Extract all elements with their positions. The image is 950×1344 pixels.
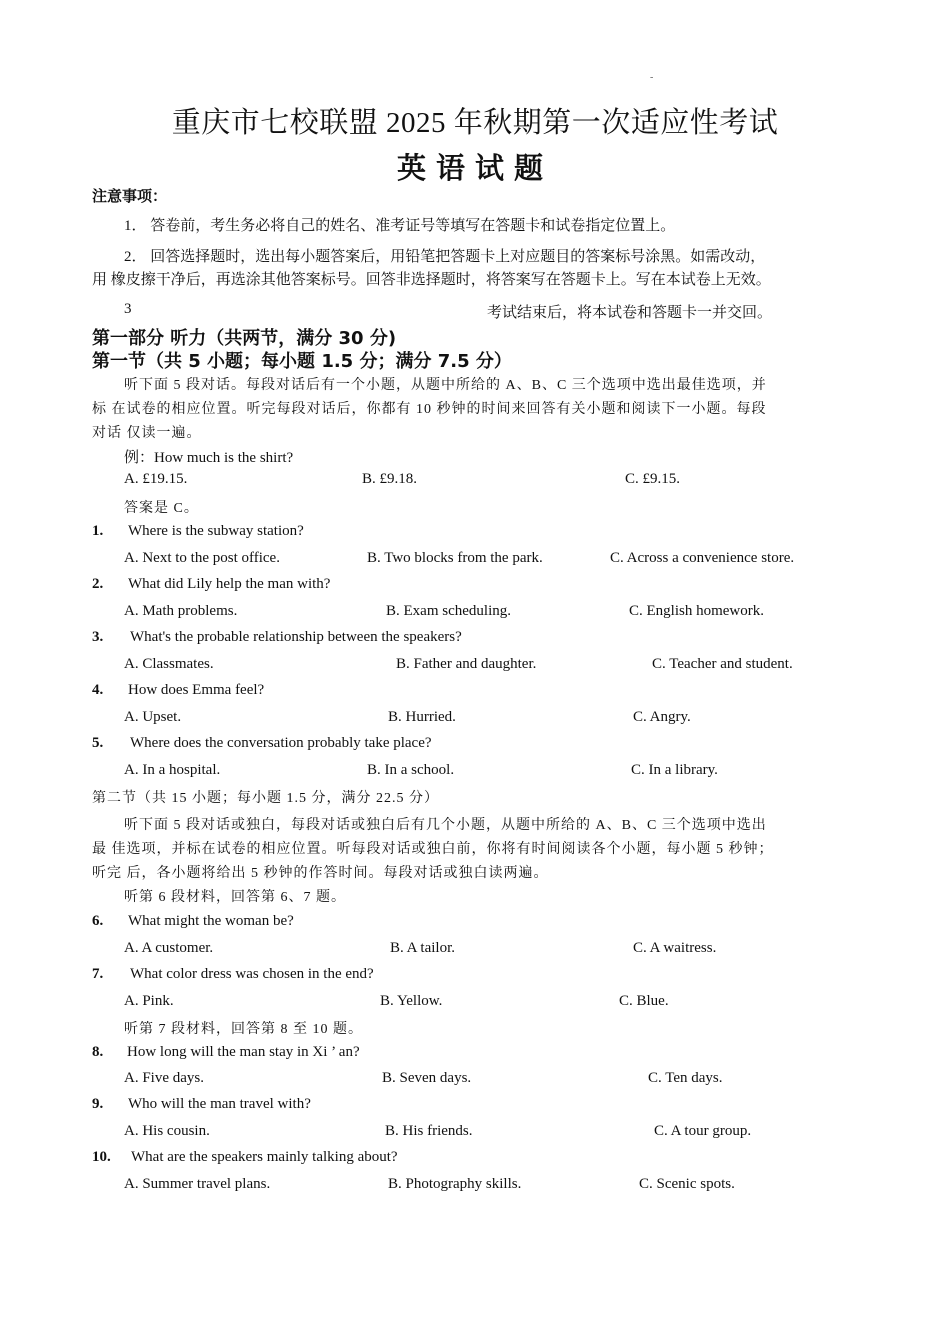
option-b: B. His friends. — [385, 1123, 473, 1139]
option-c: C. Scenic spots. — [639, 1176, 735, 1192]
question-number: 10. — [92, 1149, 111, 1165]
notice-item-3-text: 考试结束后，将本试卷和答题卡一并交回。 — [487, 305, 773, 321]
question-number: 2. — [92, 576, 104, 592]
option-b: B. Photography skills. — [388, 1176, 522, 1192]
question-text: What did Lily help the man with? — [128, 576, 331, 592]
question-text: Where does the conversation probably take place? — [130, 735, 432, 751]
option-b: B. Exam scheduling. — [386, 603, 511, 619]
option-b: B. In a school. — [367, 762, 455, 778]
section1-instruction-line3: 对话 仅读一遍。 — [92, 426, 202, 441]
question-number: 5. — [92, 735, 104, 751]
notice-item-1: 1． 答卷前，考生务必将自己的姓名、准考证号等填写在答题卡和试卷指定位置上。 — [124, 218, 676, 234]
option-a: A. Next to the post office. — [124, 550, 280, 566]
example-option-a: A. £19.15. — [124, 471, 188, 487]
option-a: A. Upset. — [124, 709, 182, 725]
option-a: A. Math problems. — [124, 603, 238, 619]
option-a: A. In a hospital. — [124, 762, 221, 778]
question-number: 8. — [92, 1044, 104, 1060]
notice-item-2-line2: 用 橡皮擦干净后，再选涂其他答案标号。回答非选择题时，将答案写在答题卡上。写在本试卷上无效。 — [92, 272, 771, 288]
section2-instruction-line3: 听完 后，各小题将给出 5 秒钟的作答时间。每段对话或独白读两遍。 — [92, 866, 549, 881]
question-text: How long will the man stay in Xi ’ an? — [127, 1044, 360, 1060]
option-b: B. A tailor. — [390, 940, 456, 956]
notice-item-2-line1: 2． 回答选择题时，选出每小题答案后，用铅笔把答题卡上对应题目的答案标号涂黑。如需改动， — [124, 249, 766, 265]
question-number: 7. — [92, 966, 104, 982]
option-a: A. Five days. — [124, 1070, 204, 1086]
option-c: C. Teacher and student. — [652, 656, 793, 672]
question-number: 4. — [92, 682, 104, 698]
section2-instruction-line1: 听下面 5 段对话或独白，每段对话或独白后有几个小题，从题中所给的 A、B、C 三个选项中选出 — [124, 818, 767, 833]
example-option-b: B. £9.18. — [362, 471, 418, 487]
exam-subtitle: 英语试题 — [396, 151, 553, 185]
section1-instruction-line1: 听下面 5 段对话。每段对话后有一个小题，从题中所给的 A、B、C 三个选项中选出最佳选项，并 — [124, 378, 767, 393]
header-dot: - — [650, 72, 654, 83]
question-text: What's the probable relationship between the speakers? — [130, 629, 462, 645]
section2-instruction-line2: 最 佳选项，并标在试卷的相应位置。听每段对话或独白前，你将有时间阅读各个小题，每小题 5 秒钟； — [92, 842, 774, 857]
option-a: A. Pink. — [124, 993, 174, 1009]
option-b: B. Two blocks from the park. — [367, 550, 543, 566]
example-answer: 答案是 C。 — [124, 501, 199, 516]
question-text: What color dress was chosen in the end? — [130, 966, 374, 982]
question-number: 6. — [92, 913, 104, 929]
option-c: C. Angry. — [633, 709, 691, 725]
option-c: C. Across a convenience store. — [610, 550, 795, 566]
section1-instruction-line2: 标 在试卷的相应位置。听完每段对话后，你都有 10 秒钟的时间来回答有关小题和阅读下一小题。每段 — [92, 402, 767, 417]
question-text: How does Emma feel? — [128, 682, 265, 698]
part1-heading: 第一部分 听力（共两节，满分 30 分) — [92, 328, 397, 349]
question-number: 9. — [92, 1096, 104, 1112]
section1-heading: 第一节（共 5 小题；每小题 1.5 分；满分 7.5 分） — [92, 351, 512, 372]
exam-title: 重庆市七校联盟 2025 年秋期第一次适应性考试 — [171, 107, 779, 139]
question-text: What might the woman be? — [128, 913, 294, 929]
option-c: C. A waitress. — [633, 940, 717, 956]
notice-heading: 注意事项： — [92, 187, 168, 205]
question-text: Where is the subway station? — [128, 523, 304, 539]
option-b: B. Father and daughter. — [396, 656, 537, 672]
option-c: C. English homework. — [629, 603, 764, 619]
notice-item-3-number: 3 — [124, 301, 132, 317]
option-c: C. Ten days. — [648, 1070, 723, 1086]
option-a: A. A customer. — [124, 940, 214, 956]
question-number: 1. — [92, 523, 104, 539]
question-text: Who will the man travel with? — [128, 1096, 311, 1112]
option-a: A. Classmates. — [124, 656, 214, 672]
example-option-c: C. £9.15. — [625, 471, 681, 487]
material-6-instruction: 听第 6 段材料，回答第 6、7 题。 — [124, 890, 346, 905]
option-c: C. A tour group. — [654, 1123, 752, 1139]
option-b: B. Hurried. — [388, 709, 456, 725]
option-c: C. In a library. — [631, 762, 718, 778]
option-a: A. Summer travel plans. — [124, 1176, 271, 1192]
question-text: What are the speakers mainly talking about? — [131, 1149, 398, 1165]
question-number: 3. — [92, 629, 104, 645]
option-b: B. Yellow. — [380, 993, 443, 1009]
example-question: 例：How much is the shirt? — [124, 450, 294, 466]
section2-heading: 第二节（共 15 小题；每小题 1.5 分，满分 22.5 分） — [92, 791, 439, 806]
option-a: A. His cousin. — [124, 1123, 210, 1139]
option-c: C. Blue. — [619, 993, 669, 1009]
material-7-instruction: 听第 7 段材料，回答第 8 至 10 题。 — [124, 1022, 363, 1037]
option-b: B. Seven days. — [382, 1070, 472, 1086]
